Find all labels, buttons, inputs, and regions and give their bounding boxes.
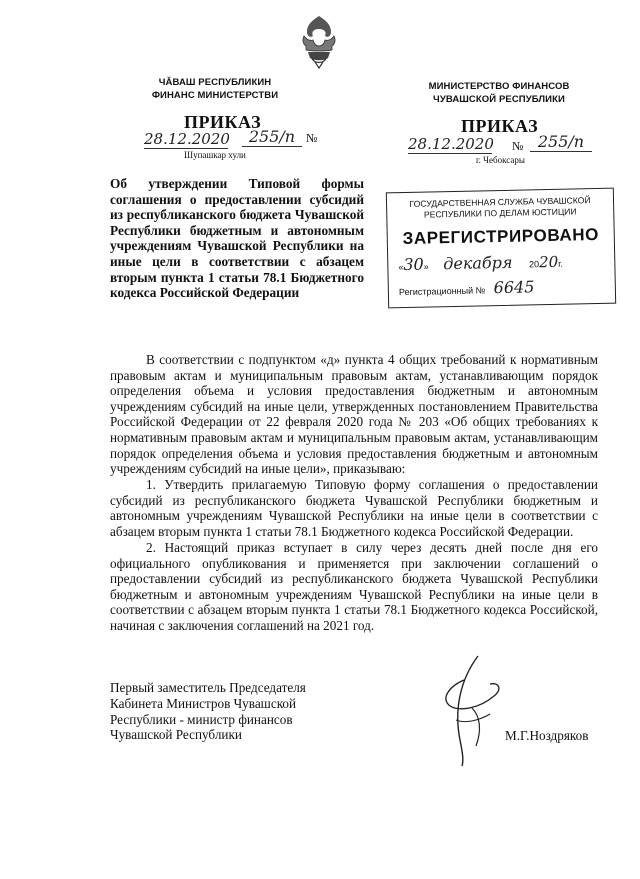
body-item-2 <box>110 540 598 634</box>
signatory-name: М.Г.Ноздряков <box>505 728 589 743</box>
coat-of-arms-emblem <box>298 14 340 70</box>
signatory-title <box>110 680 306 743</box>
stamp-agency-line2: РЕСПУБЛИКИ ПО ДЕЛАМ ЮСТИЦИИ <box>423 206 577 220</box>
signatory-title-line3: Республики - министр финансов <box>110 711 293 727</box>
stamp-reg-number: 6645 <box>493 277 535 298</box>
stamp-day: 30 <box>403 254 424 275</box>
stamp-reg-label: Регистрационный № <box>398 285 486 298</box>
ministry-name-chuvash-line1: ЧӐВАШ РЕСПУБЛИКИН <box>158 77 272 88</box>
body-item-1 <box>110 477 598 539</box>
ministry-name-russian-line1: МИНИСТЕРСТВО ФИНАНСОВ <box>428 81 570 92</box>
document-title: Об утверждении Типовой формы соглашения о предоставлении субсидий из республиканского бюджета Чувашской Республики бюджетным и автономным учреждениям Чувашской Республики на иные цели в соответствии с абзацем вторым пункта 1 статьи 78.1 Бюджетного кодекса Российской Федерации <box>110 176 364 301</box>
stamp-agency <box>387 195 613 222</box>
stamp-year-prefix: 20 <box>528 259 540 270</box>
body-item-2-paragraph: 2. Настоящий приказ вступает в силу через десять дней после дня его официального опубликования и применяется при заключении соглашений о предоставлении субсидий из республиканского бюджета Чувашской Республики бюджетным и автономным учреждениям Чувашской Республики на иные цели в соответствии с абзацем вторым пункта 1 статьи 78.1 Бюджетного кодекса Российской, начиная с заключения соглашений на 2021 год. <box>110 540 598 633</box>
body-intro <box>110 352 598 477</box>
number-sign-chuvash: № <box>306 131 318 145</box>
registration-stamp <box>386 188 616 309</box>
order-date-chuvash: 28.12.2020 <box>144 130 230 148</box>
order-heading-chuvash: ПРИКАЗ <box>184 112 262 132</box>
stamp-year-suffix: 20 <box>538 252 559 272</box>
stamp-date-row: «30» декабря 2020г. <box>398 252 563 275</box>
signatory-title-line2: Кабинета Министров Чувашской <box>110 695 297 711</box>
ministry-name-chuvash-line2: ФИНАНС МИНИСТЕРСТВИ <box>151 90 279 101</box>
ministry-name-russian <box>404 80 594 106</box>
place-russian: г. Чебоксары <box>476 155 525 165</box>
stamp-agency-line1: ГОСУДАРСТВЕННАЯ СЛУЖБА ЧУВАШСКОЙ <box>409 195 591 209</box>
order-date-russian: 28.12.2020 <box>408 135 494 153</box>
order-number-russian: 255/п <box>530 132 592 152</box>
order-heading-russian: ПРИКАЗ <box>461 116 539 136</box>
signatory-title-line1: Первый заместитель Председателя <box>110 680 306 695</box>
stamp-reg-row <box>389 276 615 300</box>
body-intro-paragraph: В соответствии с подпунктом «д» пункта 4 общих требований к нормативным правовым актам и муниципальным правовым актам, устанавливающим порядок определения объема и условия предоставления бюджетным и автономным учреждениям субсидий на иные цели, утвержденных постановлением Правительства Российской Федерации от 22 февраля 2020 года № 203 «Об общих требованиях к нормативным правовым актам и муниципальным правовым актам, устанавливающим порядок определения объема и условия предоставления бюджетным и автономным учреждениям субсидий на иные цели», приказываю: <box>110 352 598 477</box>
order-number-chuvash: 255/п <box>242 127 302 147</box>
ministry-name-russian-line2: ЧУВАШСКОЙ РЕСПУБЛИКИ <box>433 94 565 105</box>
handwritten-signature <box>420 650 510 770</box>
stamp-month: декабря <box>443 252 513 274</box>
ministry-name-chuvash <box>130 76 300 102</box>
place-chuvash: Шупашкар хули <box>184 150 246 160</box>
body-item-1-paragraph: 1. Утвердить прилагаемую Типовую форму соглашения о предоставлении субсидий из республиканского бюджета Чувашской Республики бюджетным и автономным учреждениям Чувашской Республики на иные цели в соответствии с абзацем вторым пункта 1 статьи 78.1 Бюджетного кодекса Российской Федерации. <box>110 477 598 539</box>
number-sign-russian: № <box>512 139 524 153</box>
stamp-registered: ЗАРЕГИСТРИРОВАНО <box>402 224 600 249</box>
signatory-title-line4: Чувашской Республики <box>110 727 242 743</box>
